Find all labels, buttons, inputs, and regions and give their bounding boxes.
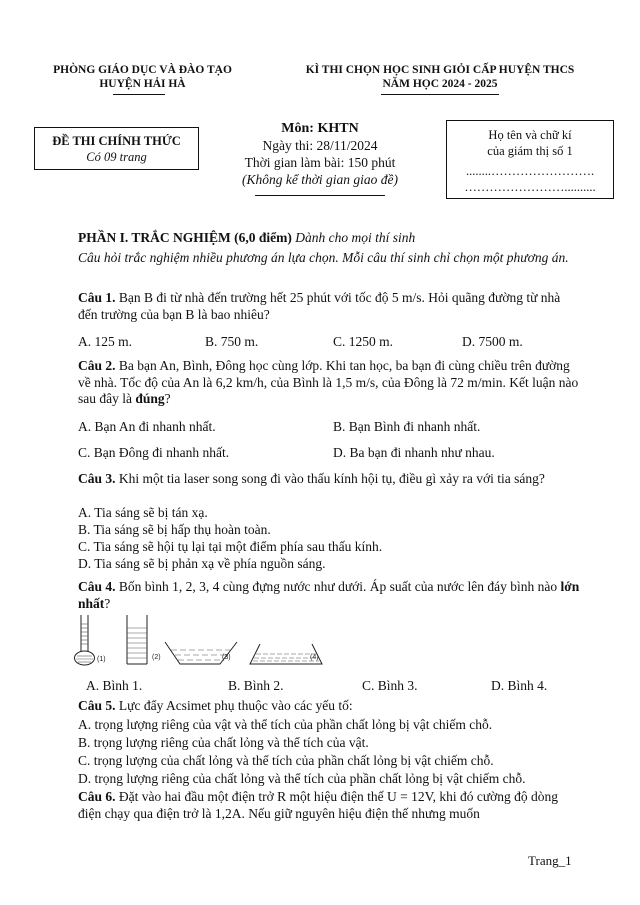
- header-right-underline: [381, 94, 499, 95]
- q1-option-b[interactable]: B. 750 m.: [205, 334, 259, 349]
- q5-option-c[interactable]: C. trọng lượng của chất lỏng và thể tích của phần chất lỏng bị vật chiếm chỗ.: [78, 753, 494, 768]
- question-5: Câu 5. Lực đẩy Acsimet phụ thuộc vào các yếu tố:: [78, 698, 353, 713]
- q2-option-d[interactable]: D. Ba bạn đi nhanh như nhau.: [333, 445, 495, 460]
- question-1: Câu 1. Bạn B đi từ nhà đến trường hết 25 phút với tốc độ 5 m/s. Hỏi quãng đường từ nhà đến trường của bạn B là bao nhiêu?: [78, 290, 561, 322]
- q4-option-a[interactable]: A. Bình 1.: [86, 678, 143, 693]
- container-3-label: (3): [222, 654, 231, 661]
- q2-option-a[interactable]: A. Bạn An đi nhanh nhất.: [78, 419, 216, 434]
- header-left-underline: [113, 94, 165, 95]
- supervisor-signature-box: Họ tên và chữ kí của giám thị số 1 ........……………………. ……………………..........: [446, 120, 614, 199]
- q3-option-b[interactable]: B. Tia sáng sẽ bị hấp thụ hoàn toàn.: [78, 522, 271, 537]
- question-2: Câu 2. Ba bạn An, Bình, Đông học cùng lớp. Khi tan học, ba bạn đi cùng chiều trên đường về nhà. Tốc độ của An là 6,2 km/h, của Bình là 1,5 m/s, của Đông là 72 m/min. Kết luận nào sau đây là đúng?: [78, 358, 579, 406]
- question-6: Câu 6. Đặt vào hai đầu một điện trở R một hiệu điện thế U = 12V, khi đó cường độ dòng điện chạy qua điện trở là 1,2A. Nếu giữ nguyên hiệu điện thế nhưng muốn: [78, 789, 559, 821]
- q1-option-c[interactable]: C. 1250 m.: [333, 334, 394, 349]
- department-name: PHÒNG GIÁO DỤC VÀ ĐÀO TẠO HUYỆN HẢI HÀ: [53, 64, 232, 90]
- exam-info-underline: [255, 195, 385, 196]
- q4-option-b[interactable]: B. Bình 2.: [228, 678, 284, 693]
- q1-option-d[interactable]: D. 7500 m.: [462, 334, 523, 349]
- container-1: [75, 615, 95, 665]
- part1-title: PHẦN I. TRẮC NGHIỆM (6,0 điểm) Dành cho mọi thí sinh: [78, 230, 416, 245]
- official-exam-box: ĐỀ THI CHÍNH THỨC Có 09 trang: [34, 127, 199, 170]
- container-1-label: (1): [97, 656, 106, 663]
- exam-info: Môn: KHTN Ngày thi: 28/11/2024 Thời gian làm bài: 150 phút (Không kể thời gian giao đề): [241, 121, 399, 187]
- exam-name: KÌ THI CHỌN HỌC SINH GIỎI CẤP HUYỆN THCS NĂM HỌC 2024 - 2025: [305, 64, 575, 90]
- q3-option-d[interactable]: D. Tia sáng sẽ bị phản xạ về phía nguồn sáng.: [78, 556, 326, 571]
- page-number: Trang_1: [528, 853, 572, 868]
- part1-intro: Câu hỏi trắc nghiệm nhiều phương án lựa chọn. Mỗi câu thí sinh chỉ chọn một phương án.: [78, 250, 569, 265]
- container-2-label: (2): [152, 654, 161, 661]
- question-3: Câu 3. Khi một tia laser song song đi vào thấu kính hội tụ, điều gì xảy ra với tia sáng?: [78, 471, 545, 486]
- q4-option-c[interactable]: C. Bình 3.: [362, 678, 418, 693]
- q5-option-d[interactable]: D. trọng lượng riêng của chất lỏng và thể tích của phần chất lỏng bị vật chiếm chỗ.: [78, 771, 526, 786]
- q3-option-a[interactable]: A. Tia sáng sẽ bị tán xạ.: [78, 505, 208, 520]
- containers-figure: [70, 612, 340, 672]
- container-2: [127, 615, 147, 664]
- container-4-label: (4): [310, 654, 319, 661]
- question-4: Câu 4. Bốn bình 1, 2, 3, 4 cùng đựng nước như dưới. Áp suất của nước lên đáy bình nào lớn nhất?: [78, 579, 580, 611]
- q5-option-a[interactable]: A. trọng lượng riêng của vật và thể tích của phần chất lỏng bị vật chiếm chỗ.: [78, 717, 493, 732]
- q2-option-b[interactable]: B. Bạn Bình đi nhanh nhất.: [333, 419, 481, 434]
- q3-option-c[interactable]: C. Tia sáng sẽ hội tụ lại tại một điểm phía sau thấu kính.: [78, 539, 383, 554]
- q4-option-d[interactable]: D. Bình 4.: [491, 678, 548, 693]
- q5-option-b[interactable]: B. trọng lượng riêng của chất lỏng và thể tích của vật.: [78, 735, 369, 750]
- q2-option-c[interactable]: C. Bạn Đông đi nhanh nhất.: [78, 445, 230, 460]
- q1-option-a[interactable]: A. 125 m.: [78, 334, 132, 349]
